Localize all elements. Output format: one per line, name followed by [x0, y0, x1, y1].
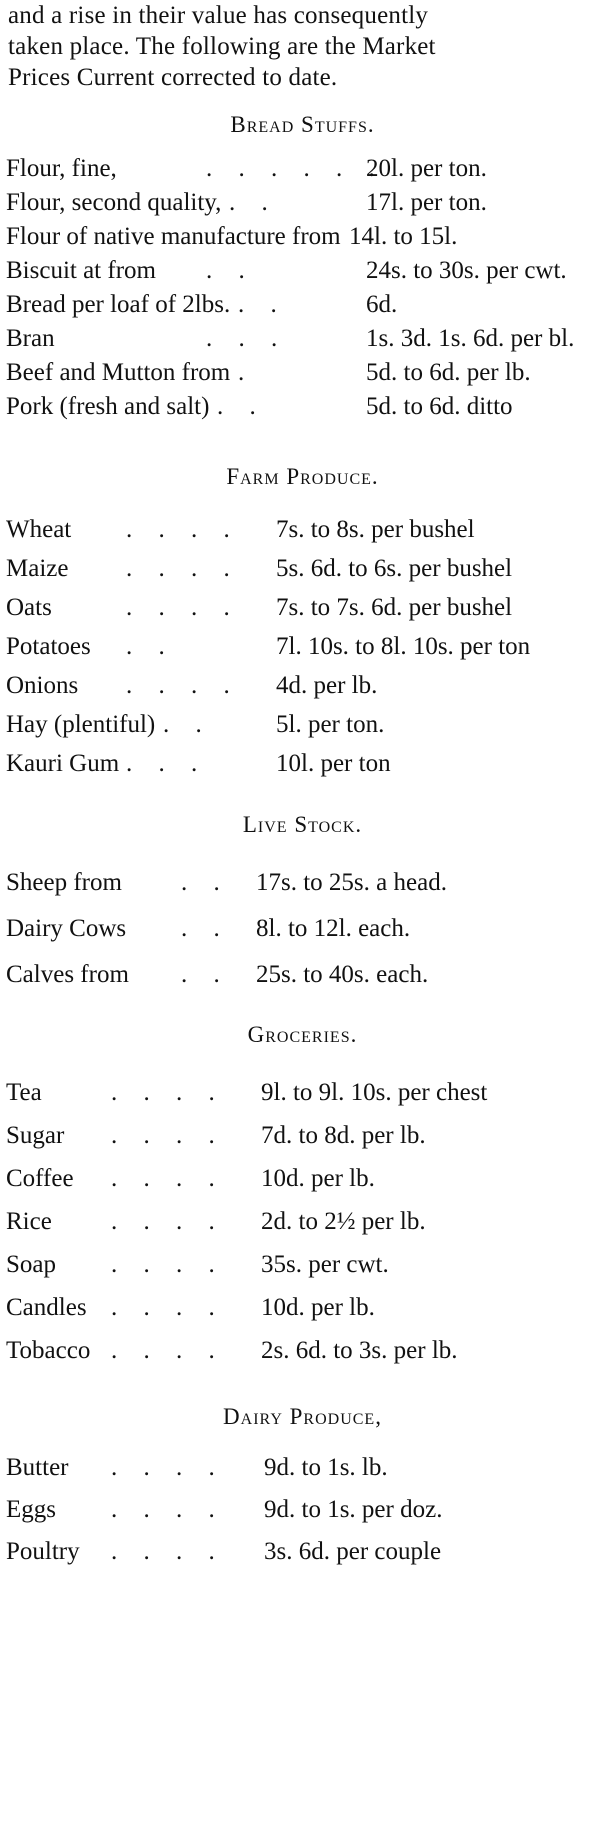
price-row [6, 633, 601, 667]
item-price: 3s. 6d. per couple [264, 1538, 442, 1565]
item-price: 24s. to 30s. per cwt. [366, 257, 567, 284]
leader-dots: . . . . [111, 1454, 225, 1481]
item-price: 2s. 6d. to 3s. per lb. [261, 1337, 458, 1364]
price-row [6, 325, 601, 359]
price-row [6, 1454, 601, 1488]
item-price: 10d. per lb. [261, 1294, 375, 1321]
section-heading: Farm Produce. [226, 464, 379, 489]
item-price: 5d. to 6d. per lb. [366, 359, 531, 386]
leader-dots: . . [163, 711, 212, 738]
item-name: Flour, fine, [6, 155, 117, 182]
leader-dots: . . . . [111, 1294, 225, 1321]
leader-dots: . . . . [111, 1122, 225, 1149]
item-name: Butter [6, 1454, 69, 1481]
price-row [6, 672, 601, 706]
intro-paragraph [8, 0, 605, 93]
price-row [6, 1165, 601, 1199]
item-price: 35s. per cwt. [261, 1251, 389, 1278]
intro-line: taken place. The following are the Market [8, 33, 436, 60]
price-row [6, 750, 601, 784]
item-price: 17s. to 25s. a head. [256, 869, 447, 896]
leader-dots: . . . . [111, 1251, 225, 1278]
price-row [6, 711, 601, 745]
leader-dots: . . . . [111, 1079, 225, 1106]
leader-dots: . . . . [126, 516, 240, 543]
leader-dots: . . [181, 961, 230, 988]
item-name: Potatoes [6, 633, 91, 660]
item-name: Soap [6, 1251, 56, 1278]
item-price: 1s. 3d. 1s. 6d. per bl. [366, 325, 575, 352]
item-name: Bran [6, 325, 55, 352]
price-row [6, 1122, 601, 1156]
item-name: Tea [6, 1079, 42, 1106]
item-price: 17l. per ton. [366, 189, 487, 216]
leader-dots: . . . . [111, 1208, 225, 1235]
section-heading: Bread Stuffs. [230, 112, 375, 137]
item-name: Calves from [6, 961, 129, 988]
price-row [6, 393, 601, 427]
item-price: 5l. per ton. [276, 711, 385, 738]
price-row [6, 1294, 601, 1328]
item-price: 14l. to 15l. [349, 223, 458, 250]
price-row [6, 155, 601, 189]
intro-line: Prices Current corrected to date. [8, 64, 338, 91]
item-price: 9l. to 9l. 10s. per chest [261, 1079, 488, 1106]
section-heading: Groceries. [247, 1022, 358, 1047]
item-name: Biscuit at from [6, 257, 156, 284]
price-row [6, 594, 601, 628]
leader-dots: . . . [126, 750, 208, 777]
price-row [6, 555, 601, 589]
section-heading: Dairy Produce, [223, 1404, 382, 1429]
price-row [6, 915, 601, 949]
intro-line: and a rise in their value has consequently [8, 2, 429, 29]
price-row [6, 257, 601, 291]
item-name: Rice [6, 1208, 52, 1235]
item-name: Kauri Gum [6, 750, 120, 777]
leader-dots: . . . . [126, 555, 240, 582]
item-name: Maize [6, 555, 69, 582]
item-price: 8l. to 12l. each. [256, 915, 411, 942]
item-name: Flour, second quality, [6, 189, 222, 216]
price-row [6, 516, 601, 550]
leader-dots: . . . [206, 325, 288, 352]
price-row [6, 869, 601, 903]
price-row [6, 223, 601, 257]
item-name: Candles [6, 1294, 87, 1321]
price-row [6, 1538, 601, 1572]
leader-dots: . . [217, 393, 266, 420]
leader-dots: . . [181, 869, 230, 896]
leader-dots: . . . . [111, 1165, 225, 1192]
item-name: Pork (fresh and salt) [6, 393, 210, 420]
leader-dots: . . . . [111, 1496, 225, 1523]
price-row [6, 961, 601, 995]
price-row [6, 1079, 601, 1113]
price-row [6, 1337, 601, 1371]
item-name: Hay (plentiful) [6, 711, 156, 738]
leader-dots: . . [229, 189, 278, 216]
item-price: 7s. to 8s. per bushel [276, 516, 475, 543]
leader-dots: . . . . . . [206, 155, 385, 182]
leader-dots: . . . . [111, 1337, 225, 1364]
item-name: Wheat [6, 516, 72, 543]
item-name: Bread per loaf of 2lbs. [6, 291, 231, 318]
item-price: 5s. 6d. to 6s. per bushel [276, 555, 513, 582]
price-row [6, 1208, 601, 1242]
item-name: Eggs [6, 1496, 56, 1523]
item-price: 9d. to 1s. lb. [264, 1454, 388, 1481]
item-name: Oats [6, 594, 52, 621]
item-price: 5d. to 6d. ditto [366, 393, 513, 420]
item-name: Tobacco [6, 1337, 91, 1364]
item-name: Coffee [6, 1165, 74, 1192]
item-price: 10l. per ton [276, 750, 391, 777]
leader-dots: . . . . [111, 1538, 225, 1565]
price-row [6, 1251, 601, 1285]
price-row [6, 189, 601, 223]
leader-dots: . . [206, 257, 255, 284]
leader-dots: . . . . [126, 594, 240, 621]
item-price: 10d. per lb. [261, 1165, 375, 1192]
leader-dots: . [238, 359, 255, 386]
section-heading: Live Stock. [242, 812, 363, 837]
item-price: 2d. to 2½ per lb. [261, 1208, 426, 1235]
item-price: 6d. [366, 291, 398, 318]
item-price: 4d. per lb. [276, 672, 378, 699]
leader-dots: . . [238, 291, 287, 318]
price-row [6, 1496, 601, 1530]
item-name: Poultry [6, 1538, 80, 1565]
item-price: 7s. to 7s. 6d. per bushel [276, 594, 513, 621]
item-name: Sheep from [6, 869, 122, 896]
item-price: 9d. to 1s. per doz. [264, 1496, 443, 1523]
item-name: Dairy Cows [6, 915, 127, 942]
item-name: Onions [6, 672, 79, 699]
item-price: 7d. to 8d. per lb. [261, 1122, 426, 1149]
item-name: Flour of native manufacture from [6, 223, 341, 250]
leader-dots: . . . . [126, 672, 240, 699]
leader-dots: . . [181, 915, 230, 942]
item-name: Sugar [6, 1122, 65, 1149]
price-row [6, 291, 601, 325]
item-name: Beef and Mutton from [6, 359, 231, 386]
price-row [6, 359, 601, 393]
item-price: 20l. per ton. [366, 155, 487, 182]
leader-dots: . . [126, 633, 175, 660]
item-price: 7l. 10s. to 8l. 10s. per ton [276, 633, 531, 660]
item-price: 25s. to 40s. each. [256, 961, 429, 988]
